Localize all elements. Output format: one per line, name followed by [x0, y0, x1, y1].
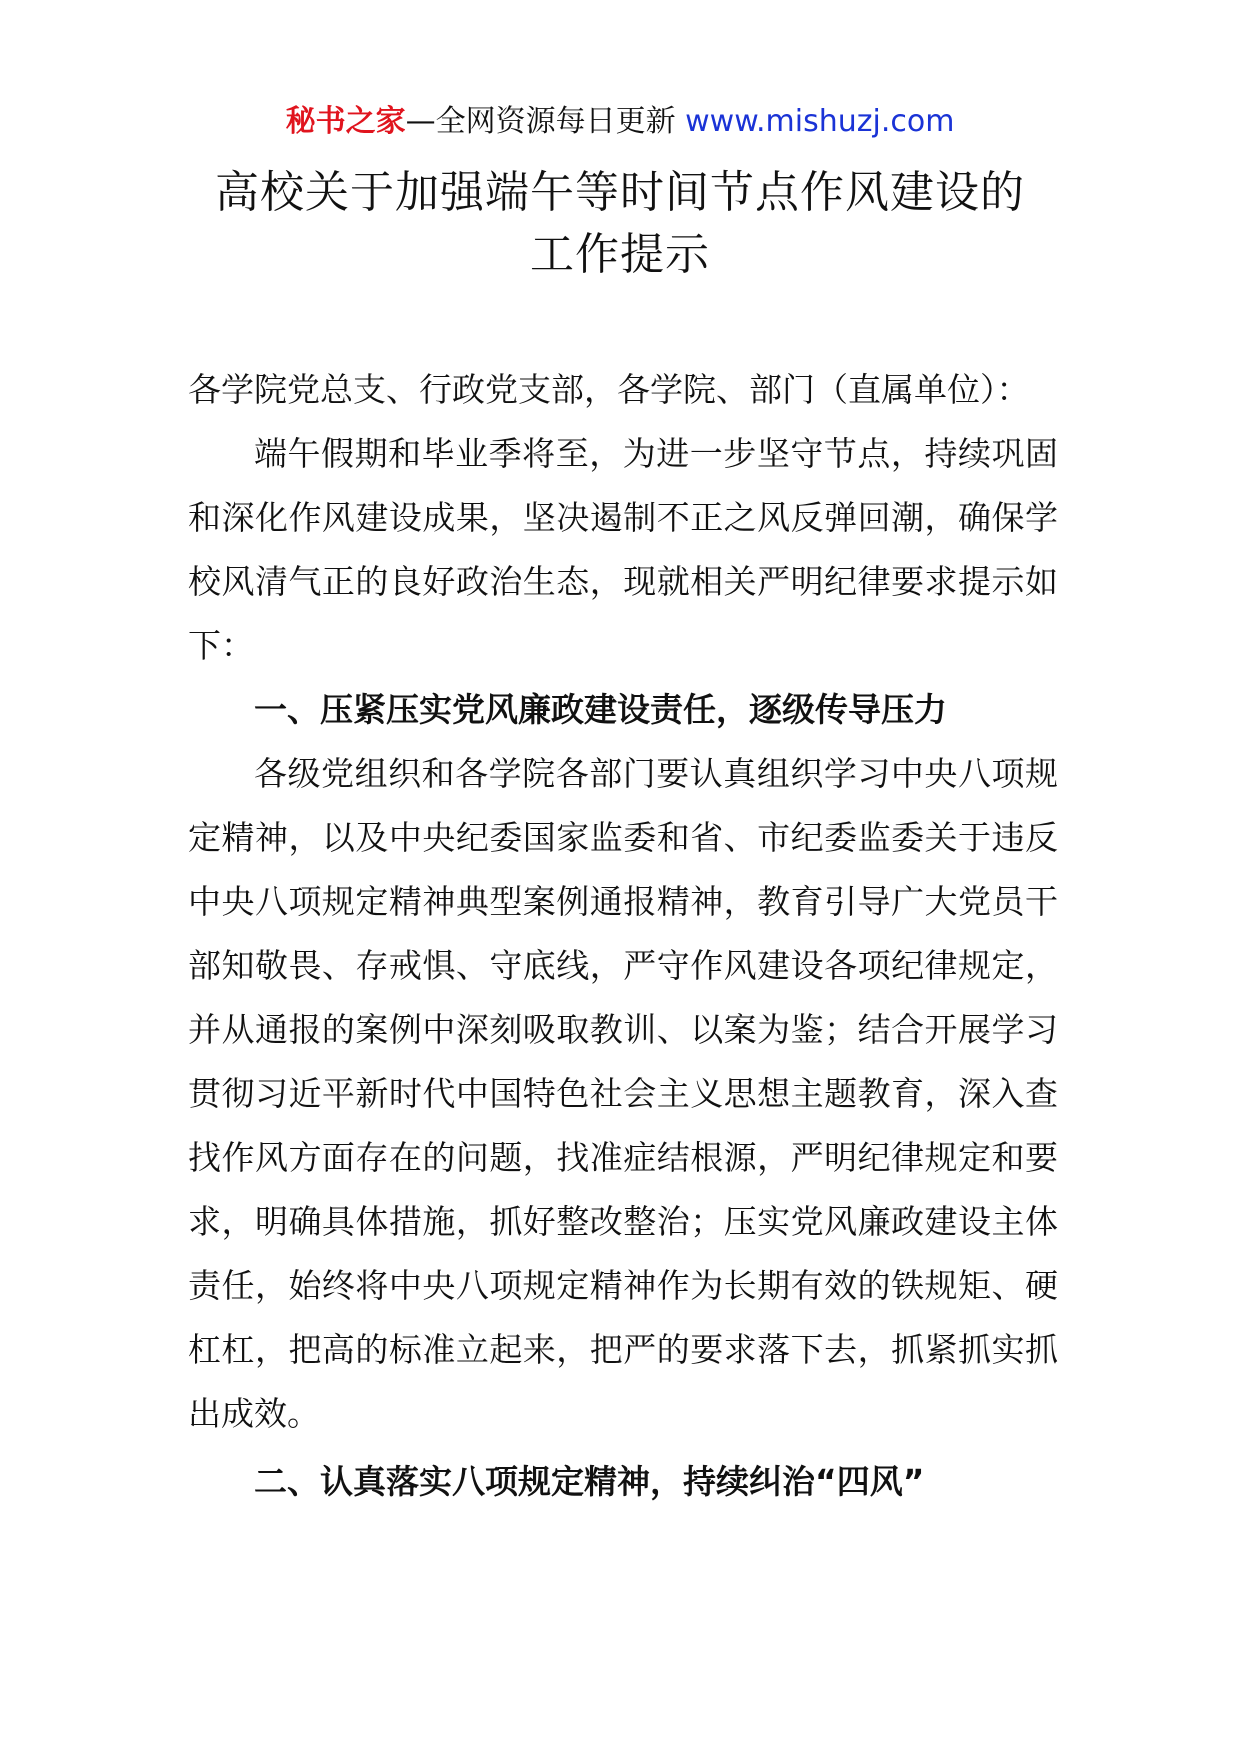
- banner-brand: 秘书之家: [285, 104, 406, 139]
- title-line-1: 高校关于加强端午等时间节点作风建设的: [215, 167, 1025, 218]
- banner-url: www.mishuzj.com: [685, 104, 955, 139]
- section-1-heading: 一、压紧压实党风廉政建设责任，逐级传导压力: [254, 690, 947, 729]
- section-1-paragraph: 各级党组织和各学院各部门要认真组织学习中央八项规定精神，以及中央纪委国家监委和省、市纪委监委关于违反中央八项规定精神典型案例通报精神，教育引导广大党员干部知敬畏、存戒惧、守底线，严守作风建设各项纪律规定，并从通报的案例中深刻吸取教训、以案为鉴；结合开展学习贯彻习近平新时代中国特色社会主义思想主题教育，深入查找作风方面存在的问题，找准症结根源，严明纪律规定和要求，明确具体措施，抓好整改整治；压实党风廉政建设主体责任，始终将中央八项规定精神作为长期有效的铁规矩、硬杠杠，把高的标准立起来，把严的要求落下去，抓紧抓实抓出成效。: [188, 754, 1058, 1433]
- intro-paragraph: 端午假期和毕业季将至，为进一步坚守节点，持续巩固和深化作风建设成果，坚决遏制不正之风反弹回潮，确保学校风清气正的良好政治生态，现就相关严明纪律要求提示如下：: [188, 434, 1058, 665]
- section-2-heading: 二、认真落实八项规定精神，持续纠治“四风”: [254, 1462, 925, 1501]
- document-body: [188, 358, 1058, 1514]
- document-title: [0, 162, 1240, 286]
- banner-slogan: —全网资源每日更新: [405, 104, 676, 139]
- watermark-banner: [0, 102, 1240, 142]
- title-line-2: 工作提示: [530, 229, 710, 280]
- salutation: 各学院党总支、行政党支部，各学院、部门（直属单位）：: [188, 370, 1030, 409]
